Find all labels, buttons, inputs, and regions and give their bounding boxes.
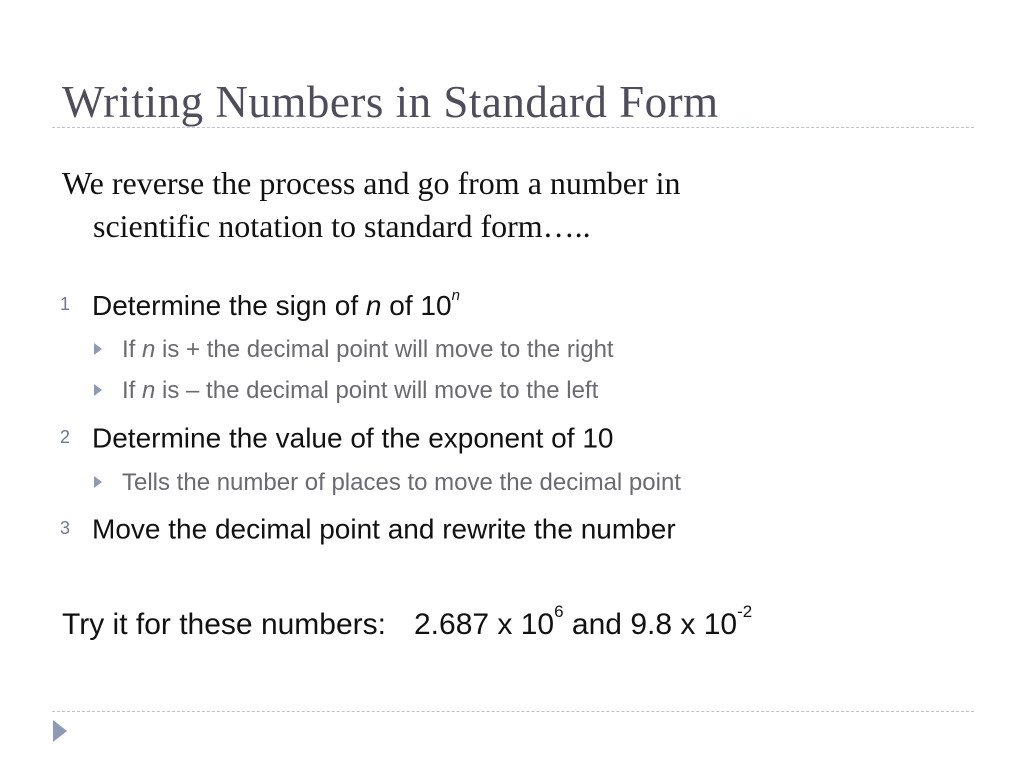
step-text <box>92 287 460 321</box>
intro-line-1: We reverse the process and go from a number in <box>62 165 681 201</box>
sub-text-part: If <box>122 377 143 404</box>
practice-prompt <box>62 602 753 642</box>
exponent-n: n <box>451 287 460 305</box>
step-text: Determine the value of the exponent of 10 <box>92 422 614 454</box>
step-3 <box>60 512 676 546</box>
step-1 <box>60 288 460 322</box>
sub-bullet <box>94 336 614 364</box>
title-divider <box>52 127 974 128</box>
triangle-right-icon <box>94 476 102 488</box>
number-2-exponent: -2 <box>737 602 753 621</box>
step-text-part: Determine the sign of <box>92 289 366 321</box>
step-number: 3 <box>60 518 71 539</box>
step-number: 1 <box>60 294 71 315</box>
number-1-base: 2.687 x 10 <box>414 608 555 641</box>
intro-line-2: scientific notation to standard form….. <box>93 208 591 244</box>
step-text: Move the decimal point and rewrite the number <box>92 513 676 545</box>
sub-bullet <box>94 377 598 405</box>
triangle-right-icon <box>94 384 102 396</box>
sub-bullet <box>94 469 681 497</box>
slide-title: Writing Numbers in Standard Form <box>62 77 719 127</box>
sub-text-part: If <box>122 336 143 363</box>
next-slide-arrow-icon[interactable] <box>53 720 67 742</box>
sub-text-part: Tells the number of places to move the decimal point <box>122 469 681 496</box>
footer-divider <box>52 711 974 712</box>
step-2 <box>60 421 613 455</box>
step-number: 2 <box>60 427 71 448</box>
practice-label: Try it for these numbers: <box>62 608 386 641</box>
number-1-exponent: 6 <box>554 602 564 621</box>
intro-paragraph <box>62 162 962 248</box>
variable-n: n <box>365 289 382 321</box>
triangle-right-icon <box>94 343 102 355</box>
step-text-part: of 10 <box>381 289 452 321</box>
number-2-base: and 9.8 x 10 <box>563 608 738 641</box>
variable-n: n <box>142 377 156 404</box>
sub-text-part: is + the decimal point will move to the right <box>155 336 614 363</box>
sub-text-part: is – the decimal point will move to the left <box>155 377 599 404</box>
variable-n: n <box>142 336 156 363</box>
